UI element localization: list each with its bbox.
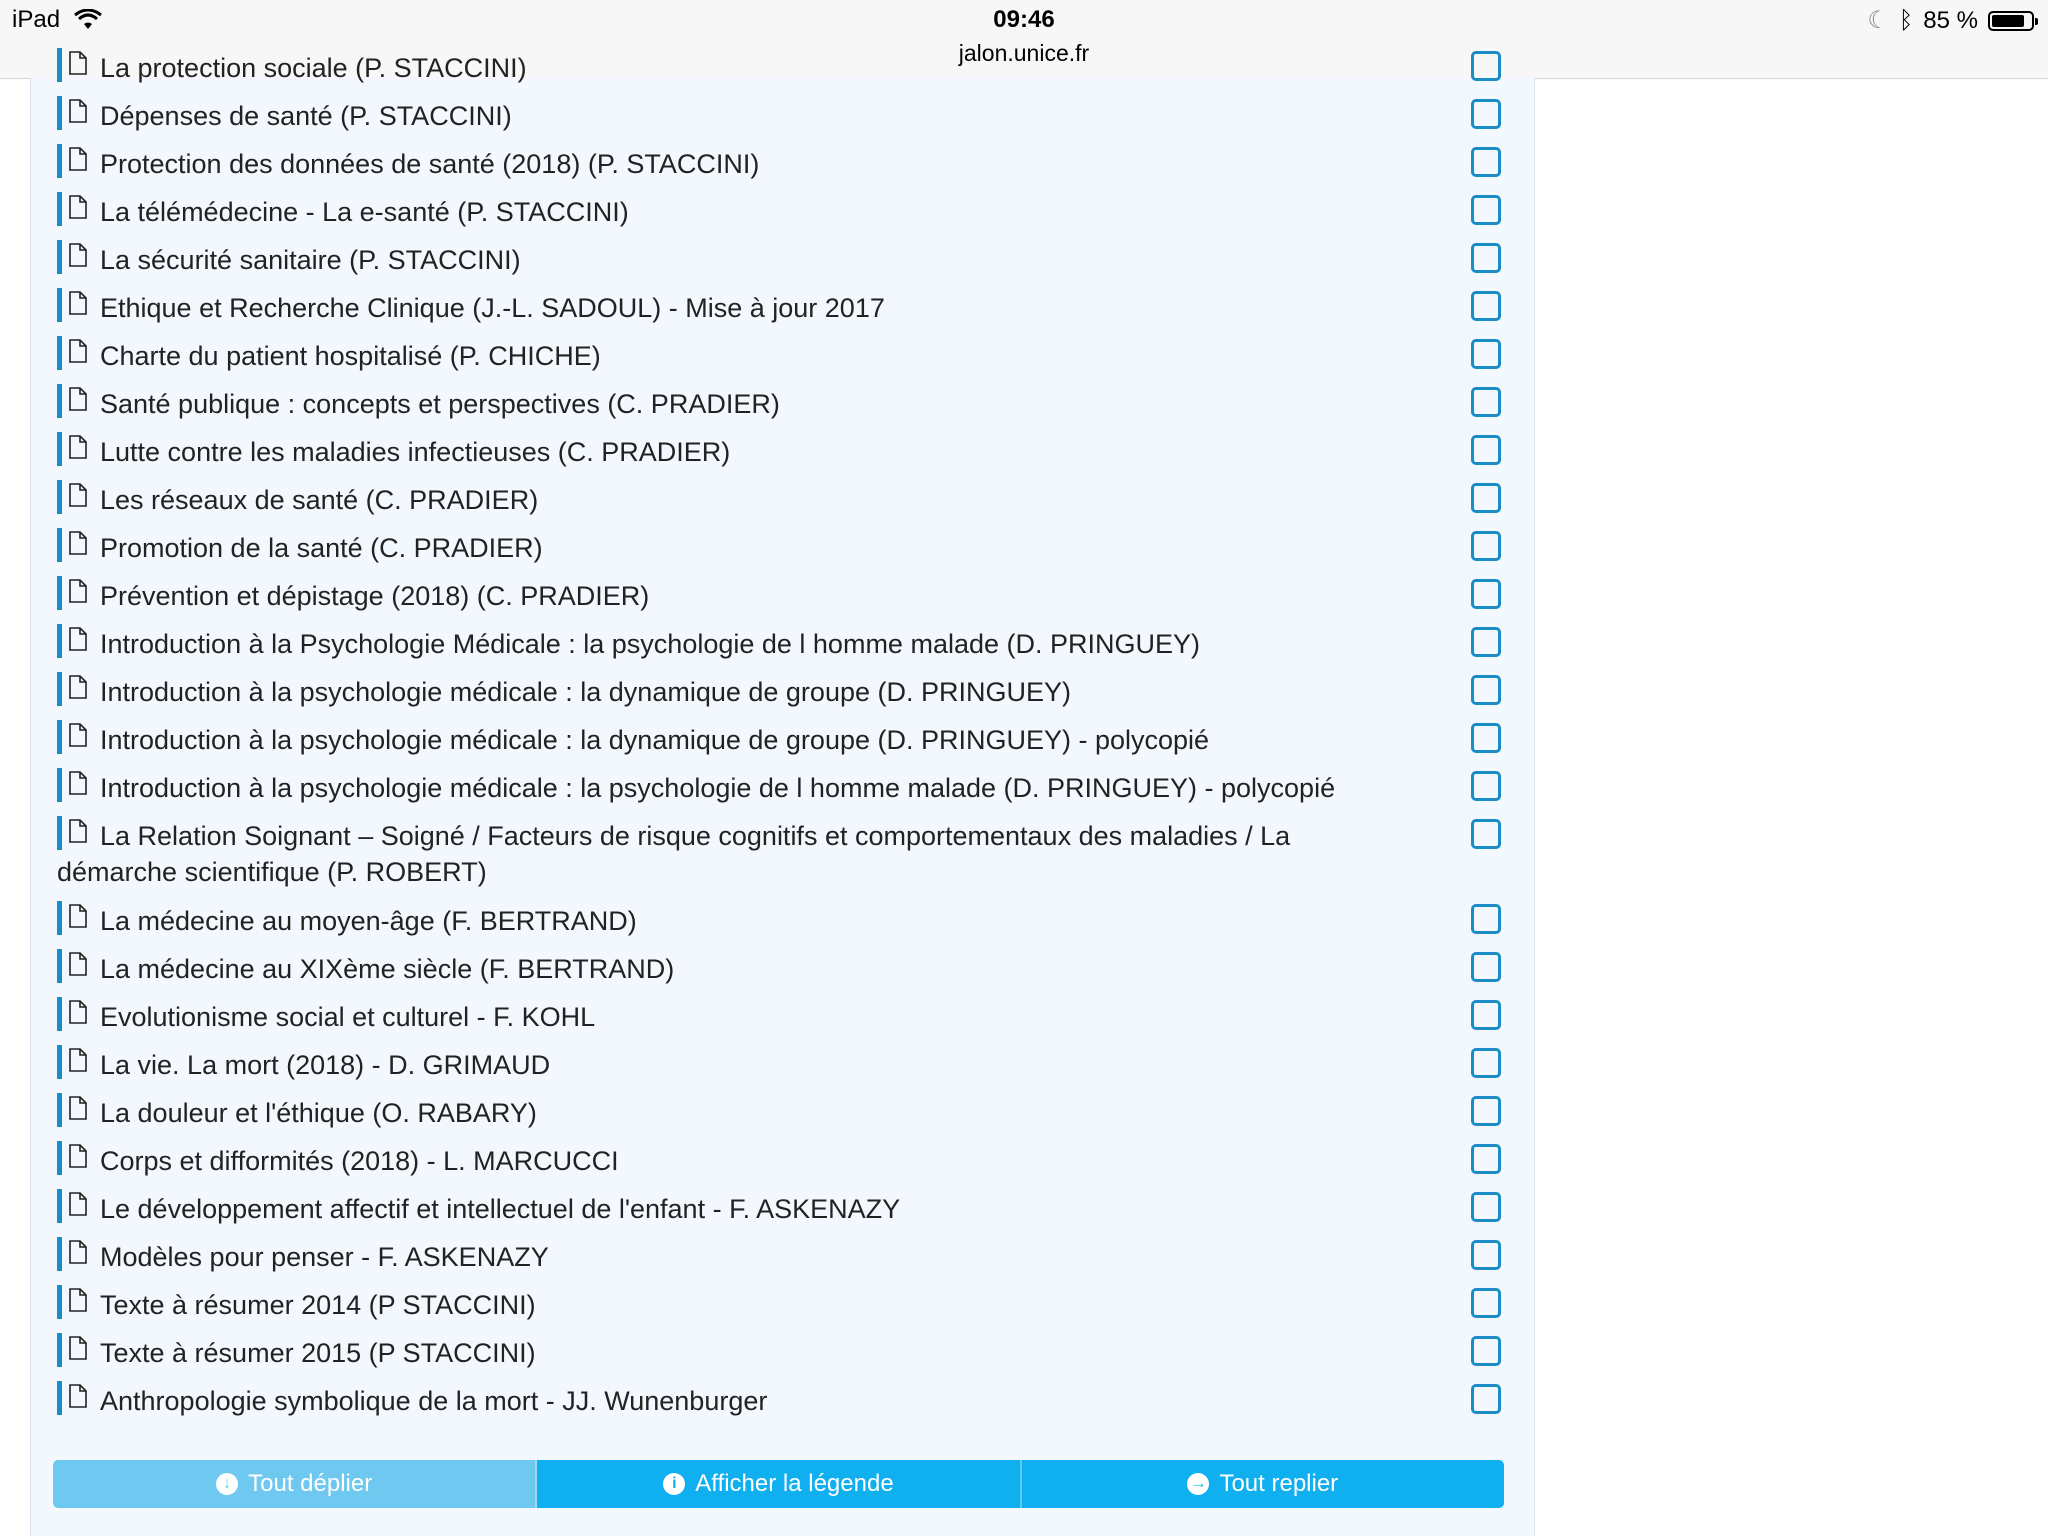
item-checkbox[interactable] <box>1471 1048 1501 1078</box>
item-checkbox[interactable] <box>1471 147 1501 177</box>
document-icon <box>69 1000 87 1024</box>
document-icon <box>69 483 87 507</box>
item-marker <box>57 768 62 802</box>
list-item[interactable] <box>31 576 1534 624</box>
item-checkbox[interactable] <box>1471 51 1501 81</box>
collapse-all-button[interactable] <box>1022 1460 1504 1508</box>
item-title[interactable]: Promotion de la santé (C. PRADIER) <box>100 533 543 563</box>
item-checkbox[interactable] <box>1471 904 1501 934</box>
list-item[interactable] <box>31 1141 1534 1189</box>
item-marker <box>57 288 62 322</box>
item-checkbox[interactable] <box>1471 339 1501 369</box>
list-item[interactable] <box>31 1285 1534 1333</box>
item-marker <box>57 192 62 226</box>
document-icon <box>69 904 87 928</box>
list-item[interactable] <box>31 768 1534 816</box>
item-title[interactable]: Le développement affectif et intellectuel de l'enfant - F. ASKENAZY <box>100 1194 901 1224</box>
battery-fill <box>1992 15 2024 27</box>
list-item[interactable] <box>31 192 1534 240</box>
list-item[interactable] <box>31 528 1534 576</box>
document-icon <box>69 1384 87 1408</box>
moon-icon: ☾ <box>1867 7 1889 34</box>
document-icon <box>69 339 87 363</box>
item-marker <box>57 528 62 562</box>
list-item[interactable] <box>31 624 1534 672</box>
list-item[interactable] <box>31 480 1534 528</box>
item-checkbox[interactable] <box>1471 435 1501 465</box>
document-icon <box>69 243 87 267</box>
item-marker <box>57 1381 62 1415</box>
document-icon <box>69 952 87 976</box>
document-icon <box>69 1192 87 1216</box>
list-item[interactable] <box>31 96 1534 144</box>
item-title[interactable]: La protection sociale (P. STACCINI) <box>100 53 527 83</box>
list-item[interactable] <box>31 1333 1534 1381</box>
expand-all-button[interactable] <box>53 1460 537 1508</box>
item-marker <box>57 1093 62 1127</box>
list-item[interactable] <box>31 949 1534 997</box>
item-marker <box>57 1333 62 1367</box>
list-item[interactable] <box>31 1237 1534 1285</box>
list-item[interactable] <box>31 240 1534 288</box>
item-marker <box>57 672 62 706</box>
document-icon <box>69 147 87 171</box>
item-checkbox[interactable] <box>1471 195 1501 225</box>
item-title[interactable]: Santé publique : concepts et perspectives (C. PRADIER) <box>100 389 780 419</box>
item-title[interactable]: Lutte contre les maladies infectieuses (C. PRADIER) <box>100 437 731 467</box>
item-marker <box>57 480 62 514</box>
item-marker <box>57 1285 62 1319</box>
document-icon <box>69 1144 87 1168</box>
item-checkbox[interactable] <box>1471 952 1501 982</box>
list-item[interactable] <box>31 384 1534 432</box>
item-title[interactable]: Protection des données de santé (2018) (P. STACCINI) <box>100 149 760 179</box>
device-name: iPad <box>12 6 61 33</box>
document-icon <box>69 195 87 219</box>
status-time: 09:46 <box>993 6 1055 33</box>
item-marker <box>57 336 62 370</box>
item-title[interactable]: Introduction à la psychologie médicale : la psychologie de l homme malade (D. PRINGUEY) - polycopié <box>100 773 1336 803</box>
item-title[interactable]: La télémédecine - La e-santé (P. STACCINI) <box>100 197 629 227</box>
arrow-down-circle-icon: ↓ <box>216 1473 238 1495</box>
item-marker <box>57 48 62 82</box>
document-icon <box>69 51 87 75</box>
list-item[interactable] <box>31 336 1534 384</box>
item-title[interactable]: Les réseaux de santé (C. PRADIER) <box>100 485 539 515</box>
bluetooth-icon: ᛒ <box>1898 6 1914 34</box>
item-checkbox[interactable] <box>1471 1384 1501 1414</box>
document-icon <box>69 579 87 603</box>
item-marker <box>57 1045 62 1079</box>
item-marker <box>57 1141 62 1175</box>
battery-icon <box>1988 11 2034 31</box>
list-item[interactable] <box>31 1381 1534 1429</box>
show-legend-label: Afficher la légende <box>695 1470 894 1497</box>
document-icon <box>69 627 87 651</box>
item-title[interactable]: Introduction à la Psychologie Médicale : la psychologie de l homme malade (D. PRINGUEY) <box>100 629 1201 659</box>
item-marker <box>57 96 62 130</box>
item-marker <box>57 720 62 754</box>
list-item[interactable] <box>31 997 1534 1045</box>
item-title[interactable]: Texte à résumer 2014 (P STACCINI) <box>100 1290 536 1320</box>
address-bar-url[interactable]: jalon.unice.fr <box>958 40 1090 66</box>
item-title[interactable]: Evolutionisme social et culturel - F. KOHL <box>100 1002 596 1032</box>
document-icon <box>69 531 87 555</box>
item-checkbox[interactable] <box>1471 291 1501 321</box>
item-checkbox[interactable] <box>1471 243 1501 273</box>
item-checkbox[interactable] <box>1471 627 1501 657</box>
collapse-all-label: Tout replier <box>1219 1470 1339 1497</box>
item-checkbox[interactable] <box>1471 1144 1501 1174</box>
list-item[interactable] <box>31 1093 1534 1141</box>
item-checkbox[interactable] <box>1471 531 1501 561</box>
list-item[interactable] <box>31 1189 1534 1237</box>
item-title[interactable]: La Relation Soignant – Soigné / Facteurs de risque cognitifs et comportementaux des maladies / La démarche scientifique (P. ROBERT) <box>57 821 1291 887</box>
list-item[interactable] <box>31 48 1534 96</box>
item-title[interactable]: Introduction à la psychologie médicale : la dynamique de groupe (D. PRINGUEY) <box>100 677 1071 707</box>
list-item[interactable] <box>31 901 1534 949</box>
arrow-right-circle-icon: → <box>1187 1473 1209 1495</box>
item-marker <box>57 949 62 983</box>
item-title[interactable]: Dépenses de santé (P. STACCINI) <box>100 101 512 131</box>
document-icon <box>69 1048 87 1072</box>
item-marker <box>57 997 62 1031</box>
status-right <box>1867 6 2034 35</box>
item-title[interactable]: Ethique et Recherche Clinique (J.-L. SADOUL) - Mise à jour 2017 <box>100 293 885 323</box>
item-marker <box>57 624 62 658</box>
item-title[interactable]: La sécurité sanitaire (P. STACCINI) <box>100 245 521 275</box>
document-icon <box>69 291 87 315</box>
list-item[interactable] <box>31 432 1534 480</box>
item-checkbox[interactable] <box>1471 1240 1501 1270</box>
item-title[interactable]: Prévention et dépistage (2018) (C. PRADIER) <box>100 581 650 611</box>
item-marker <box>57 432 62 466</box>
battery-percent: 85 % <box>1923 6 1978 34</box>
document-icon <box>69 675 87 699</box>
list-item[interactable] <box>31 672 1534 720</box>
item-marker <box>57 1189 62 1223</box>
list-item[interactable] <box>31 816 1534 900</box>
item-checkbox[interactable] <box>1471 1192 1501 1222</box>
document-icon <box>69 723 87 747</box>
item-marker <box>57 384 62 418</box>
document-icon <box>69 435 87 459</box>
item-checkbox[interactable] <box>1471 1288 1501 1318</box>
item-title[interactable]: La douleur et l'éthique (O. RABARY) <box>100 1098 537 1128</box>
item-marker <box>57 240 62 274</box>
document-icon <box>69 1288 87 1312</box>
item-title[interactable]: Corps et difformités (2018) - L. MARCUCCI <box>100 1146 619 1176</box>
document-icon <box>69 1336 87 1360</box>
item-marker <box>57 901 62 935</box>
item-checkbox[interactable] <box>1471 675 1501 705</box>
item-checkbox[interactable] <box>1471 99 1501 129</box>
document-icon <box>69 1240 87 1264</box>
item-checkbox[interactable] <box>1471 771 1501 801</box>
item-title[interactable]: Introduction à la psychologie médicale : la dynamique de groupe (D. PRINGUEY) - polycopié <box>100 725 1210 755</box>
item-title[interactable]: La médecine au moyen-âge (F. BERTRAND) <box>100 906 637 936</box>
expand-all-label: Tout déplier <box>248 1470 373 1497</box>
document-icon <box>69 99 87 123</box>
item-checkbox[interactable] <box>1471 387 1501 417</box>
item-title[interactable]: Texte à résumer 2015 (P STACCINI) <box>100 1338 536 1368</box>
item-marker <box>57 576 62 610</box>
list-item[interactable] <box>31 1045 1534 1093</box>
show-legend-button[interactable] <box>537 1460 1021 1508</box>
item-checkbox[interactable] <box>1471 1096 1501 1126</box>
list-item[interactable] <box>31 720 1534 768</box>
list-item[interactable] <box>31 288 1534 336</box>
item-title[interactable]: La vie. La mort (2018) - D. GRIMAUD <box>100 1050 551 1080</box>
info-circle-icon: i <box>663 1473 685 1495</box>
item-title[interactable]: La médecine au XIXème siècle (F. BERTRAND) <box>100 954 675 984</box>
item-checkbox[interactable] <box>1471 723 1501 753</box>
item-checkbox[interactable] <box>1471 1000 1501 1030</box>
item-checkbox[interactable] <box>1471 579 1501 609</box>
document-icon <box>69 771 87 795</box>
item-title[interactable]: Modèles pour penser - F. ASKENAZY <box>100 1242 549 1272</box>
item-title[interactable]: Charte du patient hospitalisé (P. CHICHE) <box>100 341 601 371</box>
list-actions-bar <box>53 1460 1504 1508</box>
document-icon <box>69 1096 87 1120</box>
list-item[interactable] <box>31 144 1534 192</box>
item-checkbox[interactable] <box>1471 1336 1501 1366</box>
document-icon <box>69 387 87 411</box>
item-title[interactable]: Anthropologie symbolique de la mort - JJ. Wunenburger <box>100 1386 768 1416</box>
item-marker <box>57 144 62 178</box>
item-checkbox[interactable] <box>1471 819 1501 849</box>
item-marker <box>57 1237 62 1271</box>
item-checkbox[interactable] <box>1471 483 1501 513</box>
